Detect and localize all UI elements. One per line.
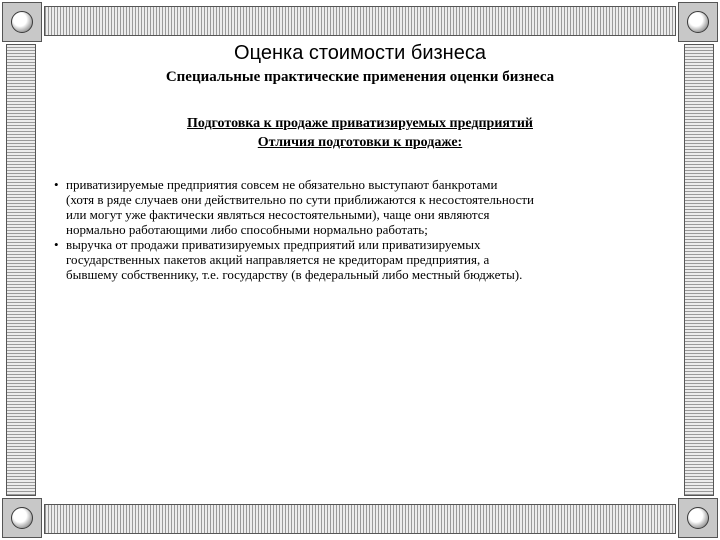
bullet-icon: • xyxy=(54,177,59,192)
bullet-icon: • xyxy=(54,237,59,252)
slide-content xyxy=(52,40,668,498)
bullet-list xyxy=(54,177,654,282)
corner-circle-icon xyxy=(687,507,709,529)
corner-circle-icon xyxy=(11,507,33,529)
corner-circle-icon xyxy=(687,11,709,33)
frame-corner-bottom-right xyxy=(678,498,718,538)
frame-corner-top-left xyxy=(2,2,42,42)
section-subheading: Отличия подготовки к продаже: xyxy=(257,135,463,150)
frame-bottom-bar xyxy=(44,504,676,534)
section-heading: Подготовка к продаже приватизируемых предприятий xyxy=(186,116,533,131)
frame-right-bar xyxy=(684,44,714,496)
frame-corner-top-right xyxy=(678,2,718,42)
slide-title: Оценка стоимости бизнеса xyxy=(234,42,486,64)
list-item xyxy=(54,237,654,282)
frame-top-bar xyxy=(44,6,676,36)
list-item xyxy=(54,177,654,237)
frame-left-bar xyxy=(6,44,36,496)
frame-corner-bottom-left xyxy=(2,498,42,538)
slide-subtitle: Специальные практические применения оценки бизнеса xyxy=(165,69,555,85)
corner-circle-icon xyxy=(11,11,33,33)
bullet-text: приватизируемые предприятия совсем не обязательно выступают банкротами (хотя в ряде случаев они действительно по сути приближаются к несостоятельности или могут уже фактически являться несостоятельными), чаще они являются нормально работающими либо способными нормально работать; xyxy=(66,177,535,237)
bullet-text: выручка от продажи приватизируемых предприятий или приватизируемых государственных пакетов акций направляется не кредиторам предприятия, а бывшему собственнику, т.е. государству (в федеральный либо местный бюджеты). xyxy=(66,237,523,282)
